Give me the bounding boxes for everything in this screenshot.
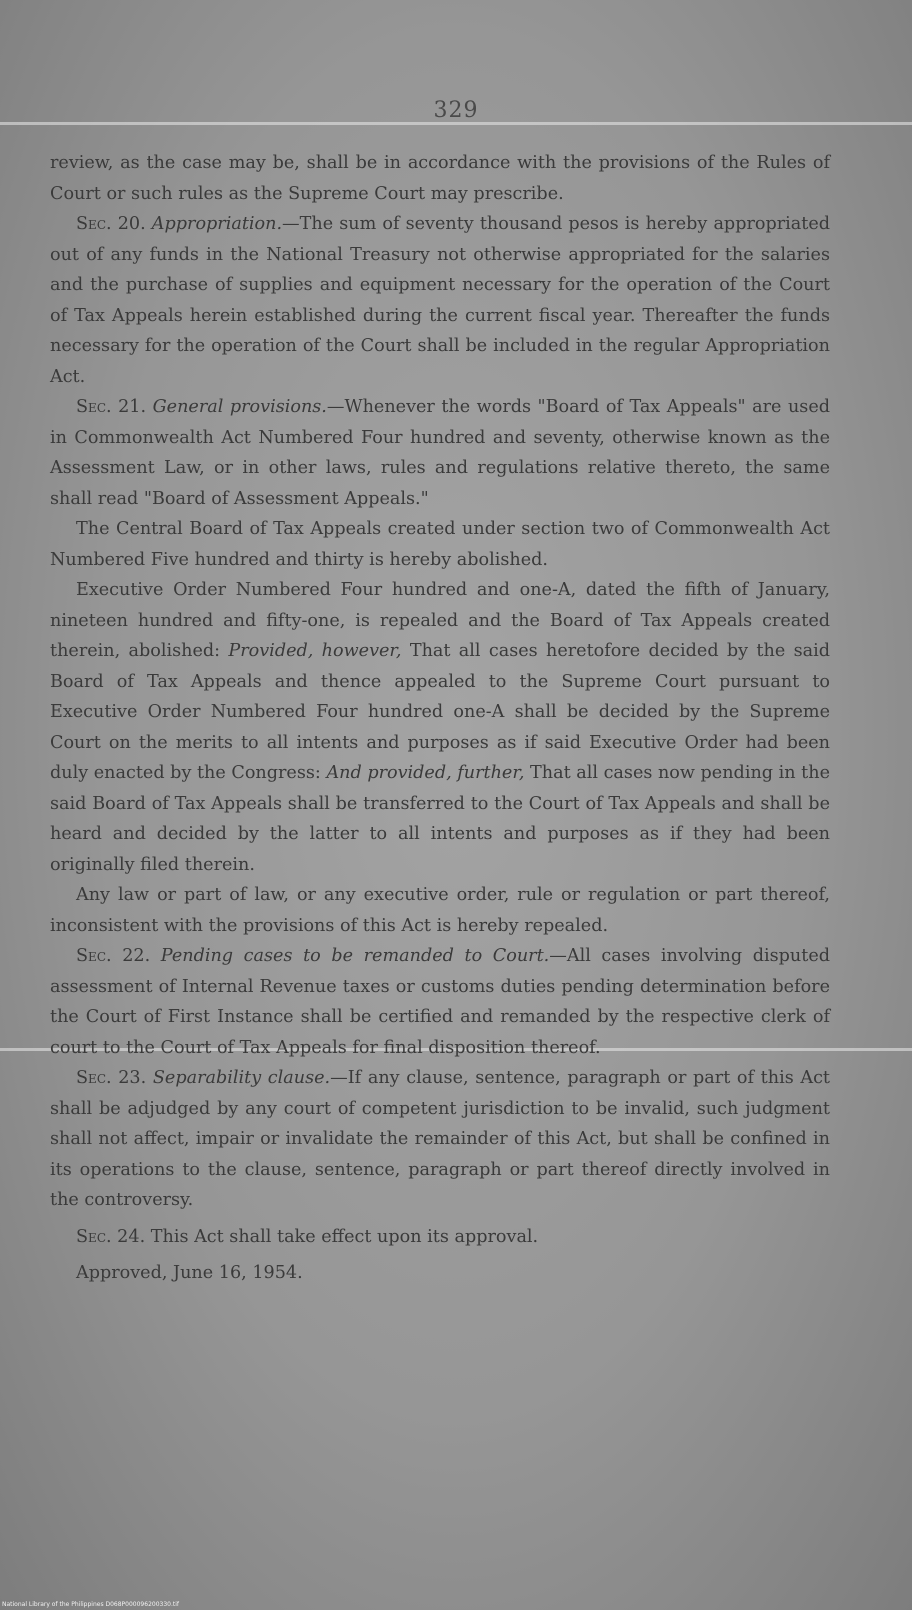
paragraph-central-board: The Central Board of Tax Appeals created under section two of Commonwealth Act Numbered Five hundred and thirty is hereby abolished. bbox=[50, 519, 830, 570]
section-23: Sec. 23. Separability clause.—If any clause, sentence, paragraph or part of this Act shall be adjudged by any court of competent jurisdiction to be invalid, such judgment shall not affect, impair or invalidate the remainder of this Act, but shall be confined in its operations to the clause, sentence, paragraph or part thereof directly involved in the controversy. bbox=[50, 1068, 831, 1210]
paragraph-executive-order: Executive Order Numbered Four hundred and one-A, dated the fifth of January, nineteen hundred and fifty-one, is repealed and the Board of Tax Appeals created therein, abolished: Provided, however, That all cases heretofore decided by the said Board of Tax Appeals and thence appealed to the Supreme Court pursuant to Executive Order Numbered Four hundred one-A shall be decided by the Supreme Court on the merits to all intents and purposes as if said Executive Order had been duly enacted by the Congress: And provided, further, That all cases now pending in the said Board of Tax Appeals shall be transferred to the Court of Tax Appeals and shall be heard and decided by the latter to all intents and purposes as if they had been originally filed therein. bbox=[50, 580, 830, 875]
paragraph-repealing-clause: Any law or part of law, or any executive order, rule or regulation or part thereof, inconsistent with the provisions of this Act is hereby repealed. bbox=[50, 885, 830, 936]
archive-stamp: National Library of the Philippines D068P000096200330.tif bbox=[2, 1601, 180, 1608]
section-21: Sec. 21. General provisions.—Whenever the words "Board of Tax Appeals" are used in Commonwealth Act Numbered Four hundred and seventy, otherwise known as the Assessment Law, or in other laws, rules and regulations relative thereto, the same shall read "Board of Assessment Appeals." bbox=[50, 397, 830, 509]
approval-date: Approved, June 16, 1954. bbox=[76, 1263, 303, 1283]
section-20: Sec. 20. Appropriation.—The sum of seventy thousand pesos is hereby appropriated out of any funds in the National Treasury not otherwise appropriated for the salaries and the purchase of supplies and equipment necessary for the operation of the Court of Tax Appeals herein established during the current fiscal year. Thereafter the funds necessary for the operation of the Court shall be included in the regular Appropriation Act. bbox=[50, 214, 830, 387]
section-24: Sec. 24. This Act shall take effect upon its approval. bbox=[76, 1226, 539, 1247]
paragraph-continuation: review, as the case may be, shall be in accordance with the provisions of the Rules of Court or such rules as the Supreme Court may prescribe. bbox=[50, 153, 830, 204]
document-body bbox=[50, 148, 830, 1289]
page-number: 329 bbox=[433, 98, 479, 123]
section-22: Sec. 22. Pending cases to be remanded to Court.—All cases involving disputed assessment of Internal Revenue taxes or customs duties pending determination before the Court of First Instance shall be certified and remanded by the respective clerk of court to the Court of Tax Appeals for final disposition thereof. bbox=[50, 946, 830, 1058]
